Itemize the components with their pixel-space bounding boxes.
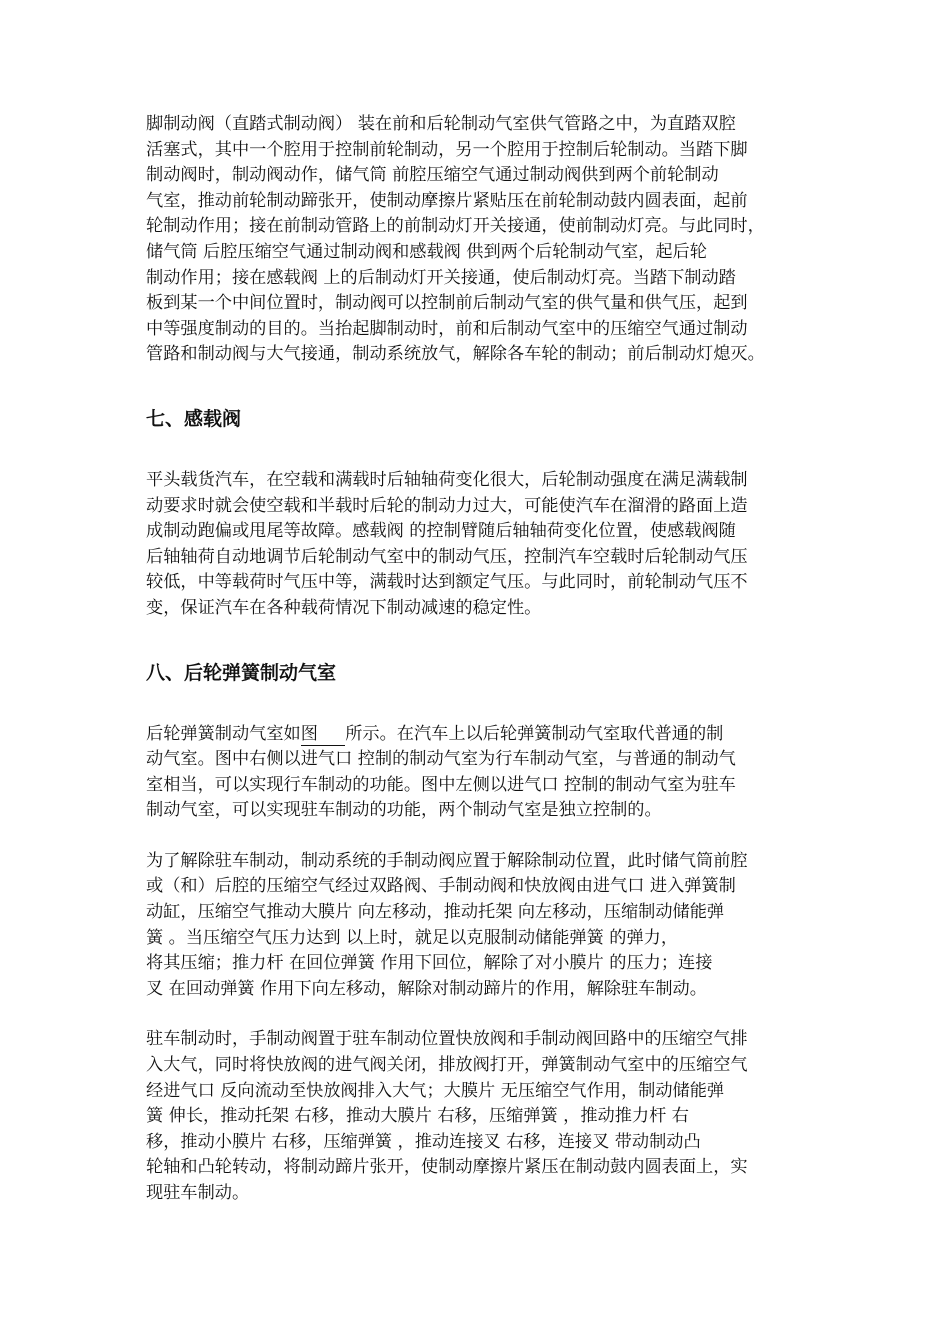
text-line: 平头载货汽车，在空载和满载时后轴轴荷变化很大，后轮制动强度在满足满载制 <box>146 469 748 490</box>
text-line: 叉 在回动弹簧 作用下向左移动，解除对制动蹄片的作用，解除驻车制动。 <box>146 978 707 999</box>
text-line <box>146 722 808 748</box>
figure-reference-link[interactable]: 图 <box>300 723 346 744</box>
text-fragment: 所示。在汽车上以后轮弹簧制动气室取代普通的制 <box>345 723 724 744</box>
text-line: 成制动跑偏或甩尾等故障。感载阀 的控制臂随后轴轴荷变化位置，使感载阀随 <box>146 521 736 542</box>
paragraph-apply-parking <box>146 1027 808 1206</box>
text-line: 经进气口 反向流动至快放阀排入大气；大膜片 无压缩空气作用，制动储能弹 <box>146 1080 725 1101</box>
paragraph-release-parking <box>146 849 808 1003</box>
text-line: 轮轴和凸轮转动，将制动蹄片张开，使制动摩擦片紧压在制动鼓内圆表面上，实 <box>146 1157 748 1178</box>
text-line: 现驻车制动。 <box>146 1183 250 1203</box>
text-line: 气室，推动前轮制动蹄张开，使制动摩擦片紧贴压在前轮制动鼓内圆表面，起前 <box>146 190 748 211</box>
text-line: 轮制动作用；接在前制动管路上的前制动灯开关接通，使前制动灯亮。与此同时， <box>146 216 765 237</box>
text-line: 簧 伸长，推动托架 右移，推动大膜片 右移，压缩弹簧 ，推动推力杆 右 <box>146 1106 689 1127</box>
text-line: 移，推动小膜片 右移，压缩弹簧 ，推动连接叉 右移，连接叉 带动制动凸 <box>146 1131 701 1152</box>
text-line: 入大气，同时将快放阀的进气阀关闭，排放阀打开，弹簧制动气室中的压缩空气 <box>146 1055 748 1076</box>
text-line: 变，保证汽车在各种载荷情况下制动减速的稳定性。 <box>146 597 542 618</box>
text-line: 动要求时就会使空载和半载时后轮的制动力过大，可能使汽车在溜滑的路面上造 <box>146 495 748 516</box>
text-line: 后轴轴荷自动地调节后轮制动气室中的制动气压，控制汽车空载时后轮制动气压 <box>146 546 748 567</box>
text-line: 制动阀时，制动阀动作，储气筒 前腔压缩空气通过制动阀供到两个前轮制动 <box>146 165 719 186</box>
text-line: 驻车制动时，手制动阀置于驻车制动位置快放阀和手制动阀回路中的压缩空气排 <box>146 1029 748 1050</box>
text-line: 簧 。当压缩空气压力达到 以上时，就足以克服制动储能弹簧 的弹力， <box>146 927 679 948</box>
text-fragment: 后轮弹簧制动气室如 <box>146 723 301 744</box>
text-line: 为了解除驻车制动，制动系统的手制动阀应置于解除制动位置，此时储气筒前腔 <box>146 850 748 871</box>
text-line: 制动气室，可以实现驻车制动的功能，两个制动气室是独立控制的。 <box>146 800 662 821</box>
text-line: 室相当，可以实现行车制动的功能。图中左侧以进气口 控制的制动气室为驻车 <box>146 774 736 795</box>
text-line: 活塞式，其中一个腔用于控制前轮制动，另一个腔用于控制后轮制动。当踏下脚 <box>146 139 748 160</box>
text-line: 中等强度制动的目的。当抬起脚制动时，前和后制动气室中的压缩空气通过制动 <box>146 318 748 339</box>
text-line: 板到某一个中间位置时，制动阀可以控制前后制动气室的供气量和供气压，起到 <box>146 293 748 314</box>
section-heading-spring-chamber: 八、后轮弹簧制动气室 <box>146 661 337 684</box>
paragraph-load-valve <box>146 468 808 622</box>
text-line: 动气室。图中右侧以进气口 控制的制动气室为行车制动气室，与普通的制动气 <box>146 749 736 770</box>
text-line: 制动作用；接在感载阀 上的后制动灯开关接通，使后制动灯亮。当踏下制动踏 <box>146 267 736 288</box>
text-line: 较低，中等载荷时气压中等，满载时达到额定气压。与此同时，前轮制动气压不 <box>146 572 748 593</box>
text-line: 或（和）后腔的压缩空气经过双路阀、手制动阀和快放阀由进气口 进入弹簧制 <box>146 876 736 897</box>
document-page <box>146 112 808 1207</box>
section-heading-load-valve: 七、感载阀 <box>146 407 242 430</box>
text-line: 管路和制动阀与大气接通，制动系统放气，解除各车轮的制动；前后制动灯熄灭。 <box>146 344 765 365</box>
text-line: 脚制动阀（直踏式制动阀） 装在前和后轮制动气室供气管路之中，为直踏双腔 <box>146 114 736 134</box>
text-line: 储气筒 后腔压缩空气通过制动阀和感载阀 供到两个后轮制动气室，起后轮 <box>146 241 707 262</box>
paragraph-spring-chamber <box>146 722 808 824</box>
paragraph-brake-valve <box>146 112 808 368</box>
text-line: 将其压缩；推力杆 在回位弹簧 作用下回位，解除了对小膜片 的压力；连接 <box>146 953 713 974</box>
text-line: 动缸，压缩空气推动大膜片 向左移动，推动托架 向左移动，压缩制动储能弹 <box>146 902 725 923</box>
